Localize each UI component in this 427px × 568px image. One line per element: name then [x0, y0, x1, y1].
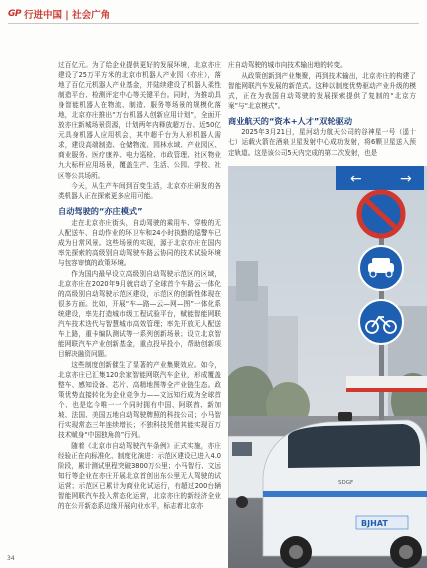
paragraph: 这些制度创新催生了显著的产业集聚效应。如今，北京亦庄已汇集120余家智能网联汽车企业，形成覆盖整车、感知设备、芯片、高精地图等全产业链生态。政策优势直接转化为企业竞争力——文远知行成为全球首个、也是迄今唯一一个同时拥有中国、阿联酋、新加坡、法国、美国五地自动驾驶牌照的科技公司；小马智行实现常态三年连续增长；不独科技凭借其能实现百万技术赋身“中国独角兽”行列。: [58, 360, 221, 440]
paragraph: 过百亿元。为了给企业提供更好的发展环境，北京亦庄建设了25万平方米的北京市机器人产业园（亦庄），落地了百亿元机器人产业基金，并陆续建设了机器人柔性制造平台、检测评定中心等关键平台。同时，为推动具身智能机器人在物流、制造、服务等场景的规模化落地，北京亦庄推出“万台机器人创新应用计划”，全面开放亦庄新城场景资源，计划两年内释放超万台、近50亿元具身机器人应用机会，其中超千台为人形机器人需求，建设高端制造、仓储物流、园林水域、产业园区、商业服务、医疗康养、电力巡检、市政管理、社区物业九大标杆应用场景，覆盖生产、生活、公园、学校、社区等公共场所。: [58, 61, 221, 180]
left-column: [58, 60, 221, 512]
svg-text:BJHAT: BJHAT: [361, 519, 388, 528]
paragraph: 随着《北京市自动驾驶汽车条例》正式实施，亦庄经验正在向标准化、制度化演进：示范区建设已进入4.0阶段，累计测试里程突破3800万公里；小马智行、文远知行等企业在亦庄开展北京首创出东公里无人驾驶的试运营；示范区已累计为商业化试运行，有超过200台辆智能网联汽车投入常态化运营，北京亦庄的新经济全业的在公开新态系边缘开展向业水平，标志着北京亦: [58, 441, 221, 510]
paragraph: 走在北京亦庄街头，自动驾驶的乘用车、穿梭的无人配送车、自动作业的环卫车和24小时执勤的巡警车已成为日常风景。这些场景的实现，源于北京亦庄在国内率先探索的高级别自动驾驶车路云协同的技术试验环境与包容审慎的政策环境。: [58, 218, 221, 268]
svg-text:→: →: [400, 171, 412, 187]
magazine-logo: GP: [8, 9, 21, 19]
paragraph: 今天，从生产车间到百变生活，北京亦庄研发的各类机器人正在探索更多应用可能。: [58, 182, 221, 201]
paragraph: 从政策创新到产业集聚，再到技术输出，北京亦庄的构建了智能网联汽车发展的新范式。这种以制度优势驱动产业升级的模式，正在为我国自动驾驶的发展探索提供了复制的“北京方案”与“北京模式”。: [228, 71, 416, 110]
section-subhead: 商业航天的“资本+人才”双轮驱动: [228, 115, 353, 126]
section-title: 行进中国 | 社会广角: [23, 10, 111, 21]
header-divider: [8, 23, 419, 24]
svg-text:←: ←: [350, 171, 362, 187]
page-header: [8, 6, 110, 22]
paragraph: 庄自动驾驶的城市向技术输出地的转变。: [228, 61, 347, 69]
section-subhead: 自动驾驶的“亦庄模式”: [58, 206, 143, 217]
paragraph: 作为国内最早设立高级别自动驾驶示范区的区域，北京亦庄在2020年9月就启动了全球首个车路云一体化的高级别自动驾驶示范区建设，示范区的创新性体现在很多方面。比如，开展“车—路—云—网—图”一体化系统建设，率先打造城市级工程试验平台，赋能智能网联汽车技术迭代与智慧城市高效管理；率先开放无人配送车上路，重卡编队测试等一系列创新场景；设立北京智能网联汽车产业创新基金，重点投早投小，帮助创新项目解决融资问题。: [58, 269, 221, 359]
page-number: 34: [7, 555, 15, 562]
street-photo: [228, 166, 427, 568]
right-column: [228, 60, 416, 158]
svg-text:SDGF: SDGF: [338, 480, 354, 486]
paragraph: 2025年3月21日，星河动力航天公司的谷神星一号（遥十七）运载火箭在酒泉卫星发射中心成功发射，将6颗卫星送入预定轨道。这是该公司5天内完成的第二次发射，也是: [228, 128, 416, 157]
